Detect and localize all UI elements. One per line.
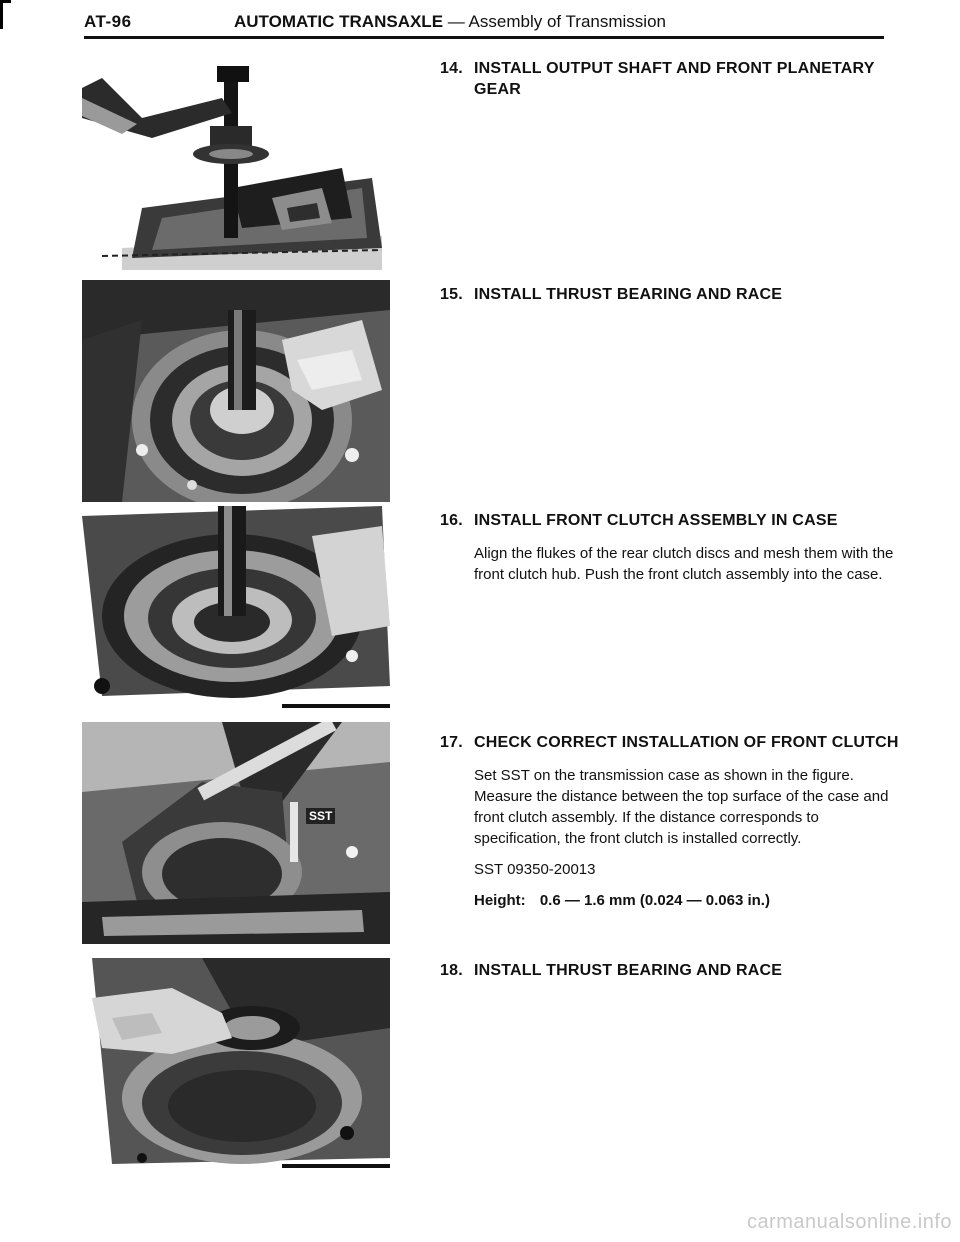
photo-thrust-bearing-18 <box>82 958 390 1172</box>
spec-value: 0.6 — 1.6 mm (0.024 — 0.063 in.) <box>539 892 770 909</box>
step-number: 14. <box>440 60 463 77</box>
step-title <box>440 510 900 531</box>
step-title <box>440 732 900 753</box>
step-number: 17. <box>440 734 463 751</box>
running-title <box>234 12 666 32</box>
running-title-bold: AUTOMATIC TRANSAXLE <box>234 12 444 31</box>
step-number: 15. <box>440 286 463 303</box>
running-title-rest: — Assembly of Transmission <box>443 12 666 31</box>
step-body <box>474 543 900 585</box>
spec-label: Height: <box>474 892 526 909</box>
step-15 <box>440 284 900 305</box>
step-heading: INSTALL FRONT CLUTCH ASSEMBLY IN CASE <box>474 512 838 529</box>
step-heading: INSTALL THRUST BEARING AND RACE <box>474 286 783 303</box>
step-17 <box>440 732 900 911</box>
header-rule <box>84 36 884 39</box>
step-14 <box>440 58 900 100</box>
step-heading: INSTALL THRUST BEARING AND RACE <box>474 962 783 979</box>
photo-output-shaft <box>82 58 390 270</box>
page-number: AT-96 <box>84 12 132 31</box>
photo-sst-measure <box>82 722 390 944</box>
page-header <box>84 12 884 34</box>
step-heading: INSTALL OUTPUT SHAFT AND FRONT PLANETARY GEAR <box>474 60 875 98</box>
step-heading: CHECK CORRECT INSTALLATION OF FRONT CLUTCH <box>474 734 899 751</box>
step-title <box>440 284 900 305</box>
sst-photo-label: SST <box>306 808 335 824</box>
watermark: carmanualsonline.info <box>746 1211 952 1233</box>
step-paragraph: Set SST on the transmission case as shown in the figure. Measure the distance between the top surface of the case and front clutch assembly. If the distance corresponds to specification, the front clutch is installed correctly. <box>474 767 889 847</box>
height-spec <box>474 890 900 911</box>
page-corner-mark <box>0 0 11 29</box>
step-title <box>440 960 900 981</box>
step-title <box>440 58 900 100</box>
step-body <box>474 765 900 880</box>
step-paragraph: Align the flukes of the rear clutch discs and mesh them with the front clutch hub. Push the front clutch assembly into the case. <box>474 545 894 583</box>
step-number: 16. <box>440 512 463 529</box>
sst-part-number: SST 09350-20013 <box>474 861 596 878</box>
photo-front-clutch <box>82 506 390 712</box>
step-number: 18. <box>440 962 463 979</box>
photo-thrust-bearing-15 <box>82 280 390 502</box>
step-16 <box>440 510 900 595</box>
step-18 <box>440 960 900 981</box>
